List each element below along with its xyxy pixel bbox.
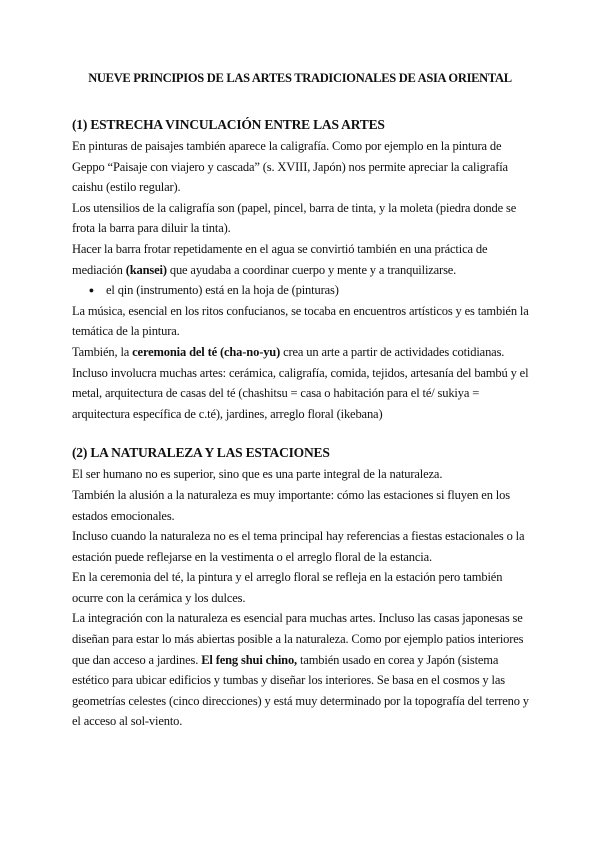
bold-term: El feng shui chino, — [201, 652, 298, 667]
bullet-text: el qin (instrumento) está en la hoja de (pinturas) — [106, 283, 339, 298]
section-heading: (1) ESTRECHA VINCULACIÓN ENTRE LAS ARTES — [72, 117, 385, 132]
paragraph: Incluso involucra muchas artes: cerámica, caligrafía, comida, tejidos, artesanía del bambú y el metal, arquitectura de casas del té (chashitsu = casa o habitación para el té/ sukiya = arquitectura específica de c.té), jardines, arreglo floral (ikebana) — [72, 365, 529, 421]
document-body — [72, 116, 532, 732]
paragraph: También la alusión a la naturaleza es muy importante: cómo las estaciones si fluyen en los estados emocionales. — [72, 487, 510, 523]
paragraph — [72, 342, 532, 363]
paragraph: En pinturas de paisajes también aparece la caligrafía. Como por ejemplo en la pintura de Geppo “Paisaje con viajero y cascada” (s. XVIII, Japón) nos permite apreciar la caligrafía caishu (estilo regular). — [72, 139, 508, 195]
paragraph: Incluso cuando la naturaleza no es el tema principal hay referencias a fiestas estacionales o la estación puede reflejarse en la vestimenta o el arreglo floral de la estancia. — [72, 529, 525, 564]
paragraph: El ser humano no es superior, sino que es una parte integral de la naturaleza. — [72, 467, 443, 482]
paragraph-text: También, la — [72, 344, 133, 359]
paragraph-text: Hacer la barra frotar repetidamente en el agua se convirtió también en una práctica de mediación — [72, 241, 488, 277]
paragraph-text: que ayudaba a coordinar cuerpo y mente y a tranquilizarse. — [166, 262, 457, 277]
bullet-icon: ● — [88, 285, 94, 296]
paragraph — [72, 239, 532, 280]
bold-term: ceremonia del té (cha-no-yu) — [132, 344, 281, 359]
paragraph-text: La integración con la naturaleza es esencial para muchas artes. Incluso las casas japonesas se diseñan para estar lo más abiertas posible a la naturaleza. Como por ejemplo patios interiores que dan acceso a jardines. — [72, 611, 524, 667]
bullet-list-item — [72, 280, 532, 301]
bold-term: (kansei) — [125, 262, 167, 277]
paragraph: Los utensilios de la caligrafía son (papel, pincel, barra de tinta, y la moleta (piedra donde se frota la barra para diluir la tinta). — [72, 200, 517, 236]
paragraph — [72, 608, 532, 732]
section-vinculacion — [72, 116, 532, 424]
paragraph: En la ceremonia del té, la pintura y el arreglo floral se refleja en la estación pero también ocurre con la cerámica y los dulces. — [72, 570, 503, 605]
paragraph-text: también usado en corea y Japón (sistema estético para ubicar edificios y tumbas y diseñar los interiores. Se basa en el cosmos y las geometrías celestes (cinco direcciones) y está muy determinado por la topografía del terreno y el acceso al sol-viento. — [72, 652, 529, 729]
paragraph: La música, esencial en los ritos confucianos, se tocaba en encuentros artísticos y es también la temática de la pintura. — [72, 303, 529, 339]
section-heading: (2) LA NATURALEZA Y LAS ESTACIONES — [72, 445, 330, 461]
paragraph-text: crea un arte a partir de actividades cotidianas. — [280, 344, 505, 359]
section-naturaleza — [72, 444, 532, 732]
document-title: NUEVE PRINCIPIOS DE LAS ARTES TRADICIONALES DE ASIA ORIENTAL — [88, 71, 512, 85]
